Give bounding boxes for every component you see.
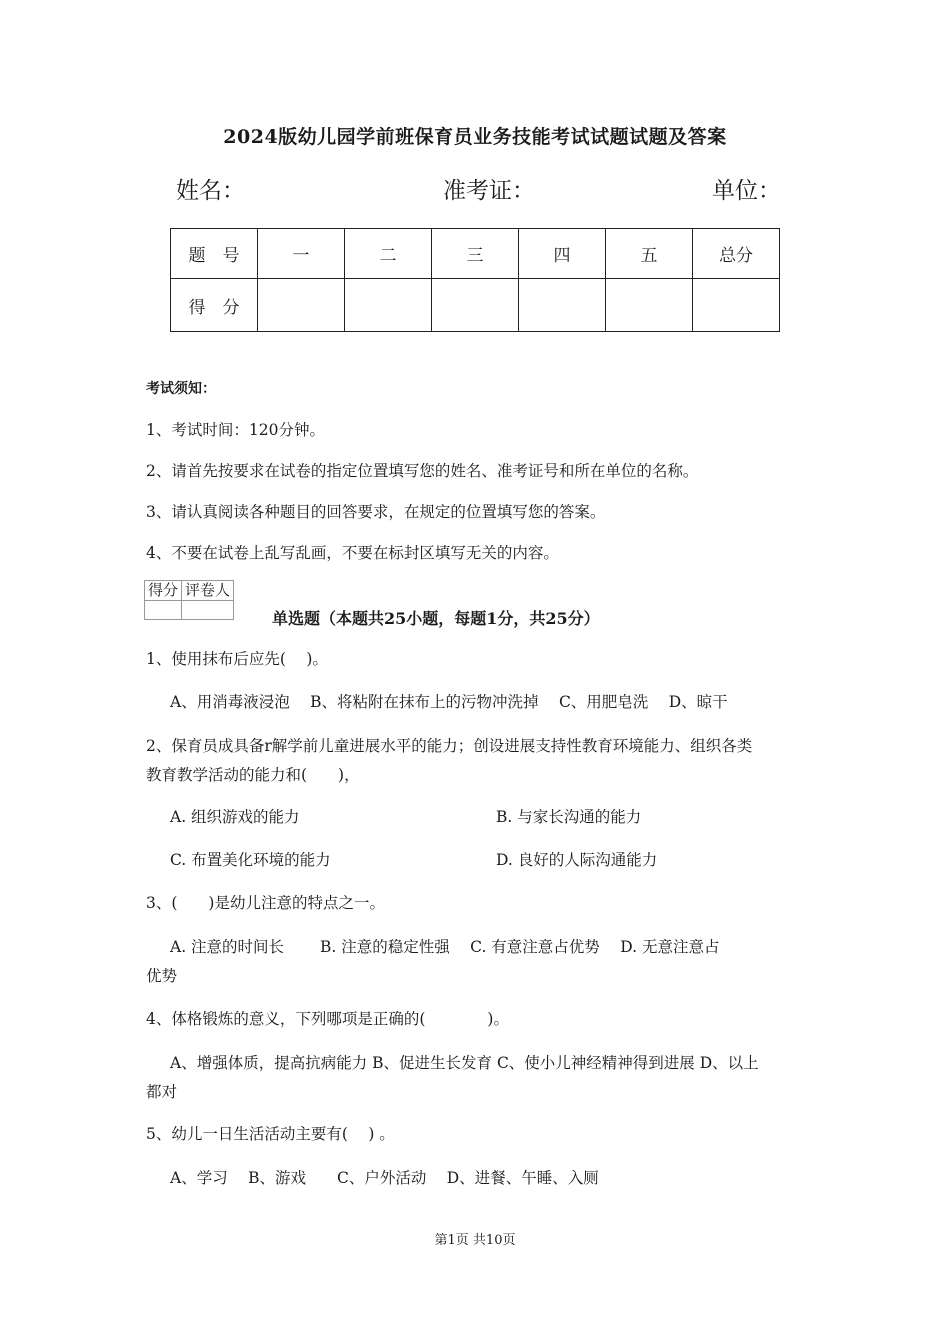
section-heading: 单选题（本题共25小题，每题1分，共25分） xyxy=(272,609,600,628)
score-table-header-cell: 题 号 xyxy=(171,229,258,279)
notice-item: 3、请认真阅读各种题目的回答要求，在规定的位置填写您的答案。 xyxy=(146,503,606,521)
score-table-header-row xyxy=(171,229,780,279)
grader-score-cell xyxy=(145,601,182,620)
score-cell xyxy=(693,279,780,332)
candidate-info-line xyxy=(0,172,950,202)
notice-item: 4、不要在试卷上乱写乱画，不要在标封区填写无关的内容。 xyxy=(146,544,559,562)
score-table-score-row xyxy=(171,279,780,332)
question-stem: 1、使用抹布后应先( )。 xyxy=(146,650,328,668)
score-table-header-cell: 五 xyxy=(606,229,693,279)
document-title: 2024版幼儿园学前班保育员业务技能考试试题试题及答案 xyxy=(223,126,727,148)
question-options: A. 注意的时间长 B. 注意的稳定性强 C. 有意注意占优势 D. 无意注意占 xyxy=(170,938,720,956)
question-options-continued: 优势 xyxy=(146,967,178,985)
grader-reviewer-label: 评卷人 xyxy=(182,581,234,601)
unit-label: 单位： xyxy=(712,178,781,204)
score-table-header-cell: 二 xyxy=(345,229,432,279)
score-cell xyxy=(519,279,606,332)
exam-id-label: 准考证： xyxy=(443,178,535,204)
question-option: A. 组织游戏的能力 xyxy=(170,808,300,826)
question-option: C. 布置美化环境的能力 xyxy=(170,851,331,869)
page-footer: 第1页 共10页 xyxy=(434,1233,516,1248)
score-cell xyxy=(345,279,432,332)
question-stem: 4、体格锻炼的意义，下列哪项是正确的( )。 xyxy=(146,1010,509,1028)
notice-heading: 考试须知： xyxy=(146,381,216,397)
question-options: A、用消毒液浸泡 B、将粘附在抹布上的污物冲洗掉 C、用肥皂洗 D、晾干 xyxy=(170,693,728,711)
name-label: 姓名： xyxy=(176,178,245,204)
score-table-header-cell: 一 xyxy=(258,229,345,279)
question-options-continued: 都对 xyxy=(146,1083,178,1101)
question-option: B. 与家长沟通的能力 xyxy=(496,808,642,826)
notice-item: 1、考试时间：120分钟。 xyxy=(146,421,325,439)
score-cell xyxy=(432,279,519,332)
score-table-header-cell: 三 xyxy=(432,229,519,279)
score-table-header-cell: 总分 xyxy=(693,229,780,279)
score-table xyxy=(170,228,780,332)
grader-reviewer-cell xyxy=(182,601,234,620)
score-row-label: 得 分 xyxy=(171,279,258,332)
question-stem: 3、( )是幼儿注意的特点之一。 xyxy=(146,894,385,912)
score-cell xyxy=(258,279,345,332)
question-option: D. 良好的人际沟通能力 xyxy=(496,851,658,869)
score-cell xyxy=(606,279,693,332)
question-stem-continued: 教育教学活动的能力和( )， xyxy=(146,766,360,784)
grader-score-label: 得分 xyxy=(145,581,182,601)
question-options: A、学习 B、游戏 C、户外活动 D、进餐、午睡、入厕 xyxy=(170,1169,599,1187)
notice-item: 2、请首先按要求在试卷的指定位置填写您的姓名、准考证号和所在单位的名称。 xyxy=(146,462,699,480)
question-stem: 2、保育员成具备r解学前儿童进展水平的能力；创设进展支持性教育环境能力、组织各类 xyxy=(146,737,753,755)
question-stem: 5、幼儿一日生活活动主要有( ) 。 xyxy=(146,1125,395,1143)
question-options: A、增强体质，提高抗病能力 B、促进生长发育 C、使小儿神经精神得到进展 D、以上 xyxy=(170,1054,759,1072)
score-table-header-cell: 四 xyxy=(519,229,606,279)
grader-box xyxy=(144,580,234,620)
